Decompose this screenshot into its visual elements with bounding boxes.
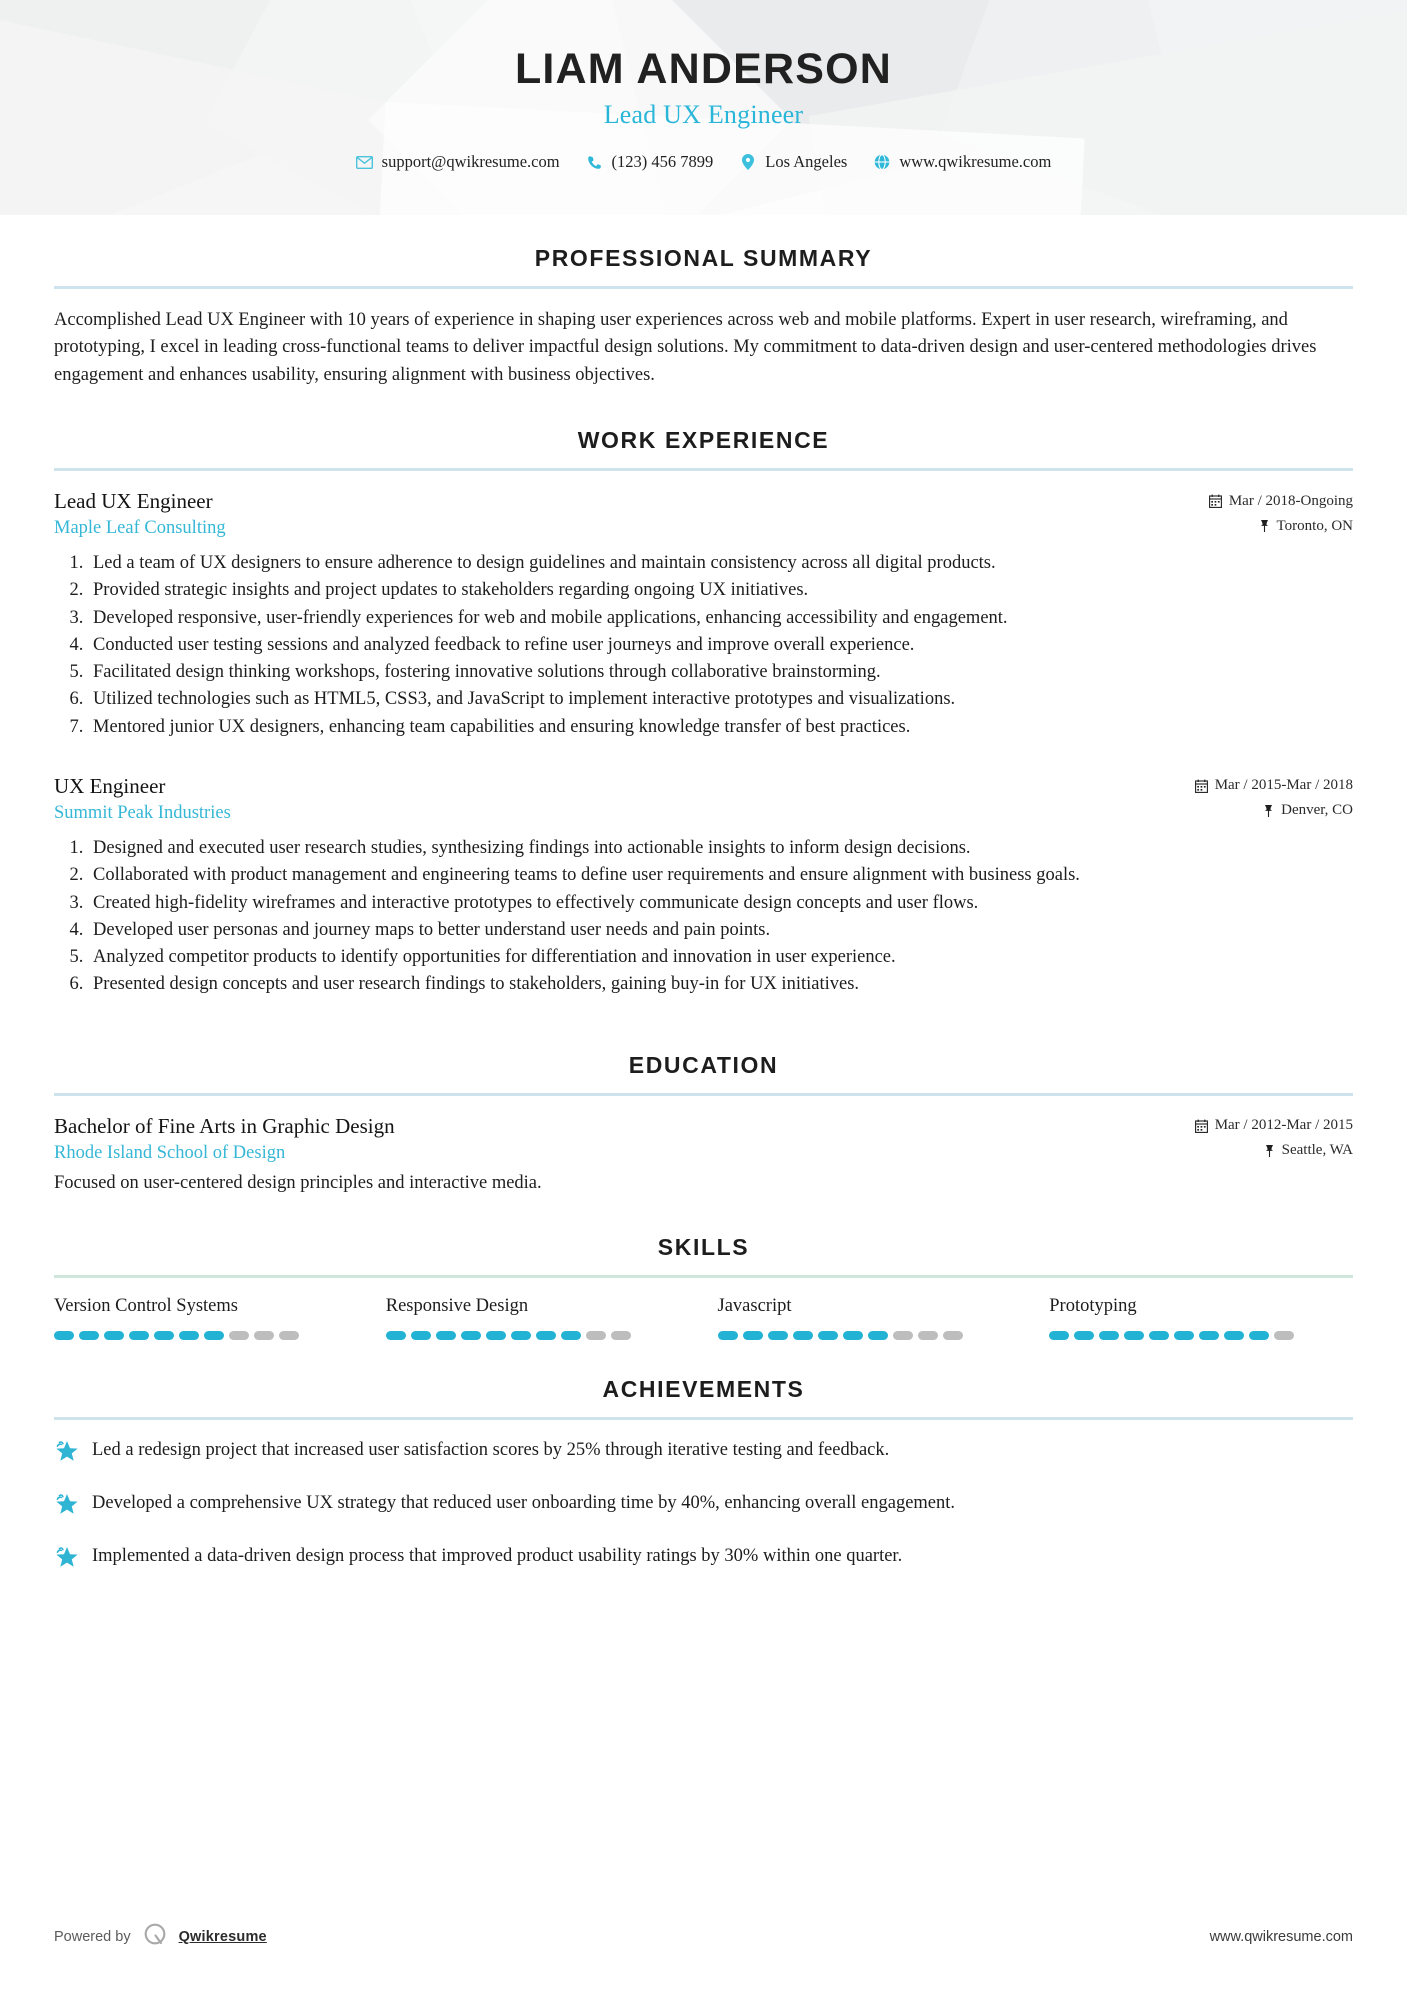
skill-item <box>54 1296 358 1340</box>
achievement-item <box>54 1491 1353 1523</box>
skill-dot-filled <box>436 1331 456 1340</box>
education-degree: Bachelor of Fine Arts in Graphic Design <box>54 1113 395 1138</box>
experience-list <box>54 489 1353 997</box>
envelope-icon <box>356 154 373 171</box>
experience-dates-text: Mar / 2015-Mar / 2018 <box>1214 777 1353 794</box>
star-achievement-icon <box>54 1545 80 1576</box>
skill-dot-filled <box>204 1331 224 1340</box>
footer-brand-link[interactable]: Qwikresume <box>178 1929 267 1945</box>
resume-header <box>0 0 1407 215</box>
section-divider <box>54 1417 1353 1420</box>
section-divider <box>54 468 1353 471</box>
map-pin-icon <box>1259 519 1270 533</box>
contact-location-text: Los Angeles <box>765 152 848 172</box>
experience-bullet: 1. Designed and executed user research studies, synthesizing findings into actionable insights to inform design decisions. <box>88 835 1353 861</box>
skill-dot-filled <box>793 1331 813 1340</box>
experience-bullet: 5. Facilitated design thinking workshops, fostering innovative solutions through collaborative brainstorming. <box>88 659 1353 685</box>
section-education <box>54 1052 1353 1194</box>
skill-dot-empty <box>611 1331 631 1340</box>
experience-bullet: 7. Mentored junior UX designers, enhancing team capabilities and ensuring knowledge transfer of best practices. <box>88 714 1353 740</box>
education-location <box>1264 1142 1353 1159</box>
skill-dot-filled <box>1124 1331 1144 1340</box>
skill-dot-empty <box>943 1331 963 1340</box>
skill-dot-filled <box>411 1331 431 1340</box>
experience-bullet: 2. Provided strategic insights and project updates to stakeholders regarding ongoing UX initiatives. <box>88 577 1353 603</box>
skill-level-meter <box>386 1331 690 1340</box>
skill-dot-filled <box>79 1331 99 1340</box>
section-work-experience <box>54 427 1353 997</box>
skill-item <box>718 1296 1022 1340</box>
summary-text: Accomplished Lead UX Engineer with 10 years of experience in shaping user experiences across web and mobile platforms. Expert in user research, wireframing, and prototyping, I excel in leading cross-functional teams to deliver impactful design solutions. My commitment to data-driven design and user-centered methodologies drives engagement and enhances usability, ensuring alignment with business objectives. <box>54 310 1317 385</box>
skill-dot-empty <box>586 1331 606 1340</box>
skill-level-meter <box>54 1331 358 1340</box>
contact-email-text: support@qwikresume.com <box>381 152 560 172</box>
skill-dot-empty <box>1274 1331 1294 1340</box>
candidate-name: LIAM ANDERSON <box>514 45 893 93</box>
candidate-job-title: Lead UX Engineer <box>603 100 804 130</box>
achievement-text: Implemented a data-driven design process that improved product usability ratings by 30% within one quarter. <box>92 1545 903 1566</box>
experience-bullet: 4. Developed user personas and journey maps to better understand user needs and pain points. <box>88 917 1353 943</box>
skill-dot-filled <box>461 1331 481 1340</box>
globe-icon <box>873 154 890 171</box>
footer-powered-by-label: Powered by <box>54 1929 131 1945</box>
skill-level-meter <box>1049 1331 1353 1340</box>
education-school[interactable]: Rhode Island School of Design <box>54 1142 286 1163</box>
skill-dot-filled <box>536 1331 556 1340</box>
section-title-summary: PROFESSIONAL SUMMARY <box>534 245 873 271</box>
star-achievement-icon <box>54 1492 80 1523</box>
contact-item-phone[interactable] <box>586 152 714 172</box>
experience-role: Lead UX Engineer <box>54 489 213 514</box>
section-skills <box>54 1234 1353 1340</box>
experience-location <box>1259 518 1353 535</box>
star-achievement-icon <box>54 1439 80 1470</box>
skill-dot-filled <box>386 1331 406 1340</box>
skill-dot-filled <box>1149 1331 1169 1340</box>
page-footer <box>54 1922 1353 1952</box>
section-divider <box>54 1275 1353 1278</box>
section-divider <box>54 286 1353 289</box>
section-title-education: EDUCATION <box>628 1051 779 1078</box>
experience-bullet-list <box>54 550 1353 740</box>
education-dates-text: Mar / 2012-Mar / 2015 <box>1214 1117 1353 1134</box>
footer-branding <box>54 1922 267 1952</box>
contact-website-text: www.qwikresume.com <box>899 152 1052 172</box>
achievement-item <box>54 1438 1353 1470</box>
experience-bullet: 2. Collaborated with product management and engineering teams to define user requirements and ensure alignment with business goals. <box>88 862 1353 888</box>
skills-grid <box>54 1296 1353 1340</box>
skill-dot-filled <box>511 1331 531 1340</box>
experience-company[interactable]: Summit Peak Industries <box>54 802 231 823</box>
skill-dot-filled <box>818 1331 838 1340</box>
skill-dot-empty <box>254 1331 274 1340</box>
section-title-skills: SKILLS <box>657 1233 750 1260</box>
experience-bullet: 6. Utilized technologies such as HTML5, CSS3, and JavaScript to implement interactive prototypes and visualizations. <box>88 686 1353 712</box>
skill-dot-filled <box>768 1331 788 1340</box>
skill-item <box>386 1296 690 1340</box>
calendar-icon <box>1195 1119 1208 1133</box>
experience-entry <box>54 489 1353 740</box>
skill-dot-empty <box>918 1331 938 1340</box>
map-pin-icon <box>1264 1144 1275 1158</box>
section-achievements <box>54 1376 1353 1576</box>
section-title-achievements: ACHIEVEMENTS <box>602 1375 805 1402</box>
skill-dot-filled <box>54 1331 74 1340</box>
achievements-list <box>54 1438 1353 1576</box>
achievement-item <box>54 1544 1353 1576</box>
experience-role: UX Engineer <box>54 773 166 798</box>
contact-item-email[interactable] <box>356 152 560 172</box>
map-pin-icon <box>1263 804 1274 818</box>
contact-item-website[interactable] <box>873 152 1051 172</box>
skill-dot-filled <box>1049 1331 1069 1340</box>
skill-name: Version Control Systems <box>54 1295 238 1316</box>
experience-dates <box>1195 777 1353 794</box>
skill-dot-filled <box>154 1331 174 1340</box>
skill-dot-filled <box>718 1331 738 1340</box>
experience-company[interactable]: Maple Leaf Consulting <box>54 518 226 539</box>
education-list <box>54 1114 1353 1194</box>
calendar-icon <box>1195 779 1208 793</box>
skill-dot-empty <box>893 1331 913 1340</box>
section-divider <box>54 1093 1353 1096</box>
experience-dates-text: Mar / 2018-Ongoing <box>1228 492 1353 509</box>
skill-name: Javascript <box>717 1295 792 1316</box>
experience-bullet: 6. Presented design concepts and user research findings to stakeholders, gaining buy-in for UX initiatives. <box>88 971 1353 997</box>
skill-name: Responsive Design <box>385 1295 529 1316</box>
skill-dot-filled <box>1249 1331 1269 1340</box>
skill-dot-filled <box>104 1331 124 1340</box>
experience-bullet: 3. Created high-fidelity wireframes and interactive prototypes to effectively communicate design concepts and user flows. <box>88 890 1353 916</box>
experience-location <box>1263 802 1353 819</box>
qwikresume-logo-icon <box>142 1922 168 1952</box>
skill-name: Prototyping <box>1049 1295 1137 1316</box>
phone-icon <box>586 154 603 171</box>
skill-item <box>1049 1296 1353 1340</box>
skill-dot-filled <box>843 1331 863 1340</box>
experience-bullet: 4. Conducted user testing sessions and analyzed feedback to refine user journeys and improve overall experience. <box>88 632 1353 658</box>
contact-item-location[interactable] <box>739 152 847 172</box>
skill-dot-filled <box>129 1331 149 1340</box>
section-title-experience: WORK EXPERIENCE <box>577 427 830 454</box>
skill-level-meter <box>718 1331 1022 1340</box>
calendar-icon <box>1209 494 1222 508</box>
experience-location-text: Toronto, ON <box>1276 517 1353 534</box>
skill-dot-filled <box>179 1331 199 1340</box>
skill-dot-filled <box>868 1331 888 1340</box>
experience-entry <box>54 774 1353 998</box>
skill-dot-filled <box>1099 1331 1119 1340</box>
skill-dot-filled <box>486 1331 506 1340</box>
experience-bullet-list <box>54 835 1353 998</box>
contact-phone-text: (123) 456 7899 <box>611 152 714 172</box>
location-pin-icon <box>739 154 756 171</box>
education-description: Focused on user-centered design principles and interactive media. <box>54 1172 542 1193</box>
skill-dot-filled <box>1199 1331 1219 1340</box>
experience-bullet: 5. Analyzed competitor products to identify opportunities for differentiation and innovation in user experience. <box>88 944 1353 970</box>
experience-bullet: 3. Developed responsive, user-friendly experiences for web and mobile applications, enhancing accessibility and engagement. <box>88 605 1353 631</box>
education-location-text: Seattle, WA <box>1281 1142 1353 1159</box>
education-entry <box>54 1114 1353 1194</box>
experience-location-text: Denver, CO <box>1281 802 1353 819</box>
skill-dot-filled <box>561 1331 581 1340</box>
skill-dot-filled <box>1174 1331 1194 1340</box>
section-professional-summary <box>54 245 1353 389</box>
footer-website: www.qwikresume.com <box>1209 1929 1353 1945</box>
experience-bullet: 1. Led a team of UX designers to ensure adherence to design guidelines and maintain consistency across all digital products. <box>88 550 1353 576</box>
contact-bar <box>0 152 1407 172</box>
skill-dot-filled <box>1224 1331 1244 1340</box>
achievement-text: Led a redesign project that increased user satisfaction scores by 25% through iterative testing and feedback. <box>92 1439 890 1460</box>
skill-dot-empty <box>229 1331 249 1340</box>
skill-dot-empty <box>279 1331 299 1340</box>
experience-dates <box>1209 493 1353 510</box>
resume-body <box>0 245 1407 1576</box>
achievement-text: Developed a comprehensive UX strategy that reduced user onboarding time by 40%, enhancing overall engagement. <box>92 1492 956 1513</box>
skill-dot-filled <box>743 1331 763 1340</box>
skill-dot-filled <box>1074 1331 1094 1340</box>
education-dates <box>1195 1117 1353 1134</box>
